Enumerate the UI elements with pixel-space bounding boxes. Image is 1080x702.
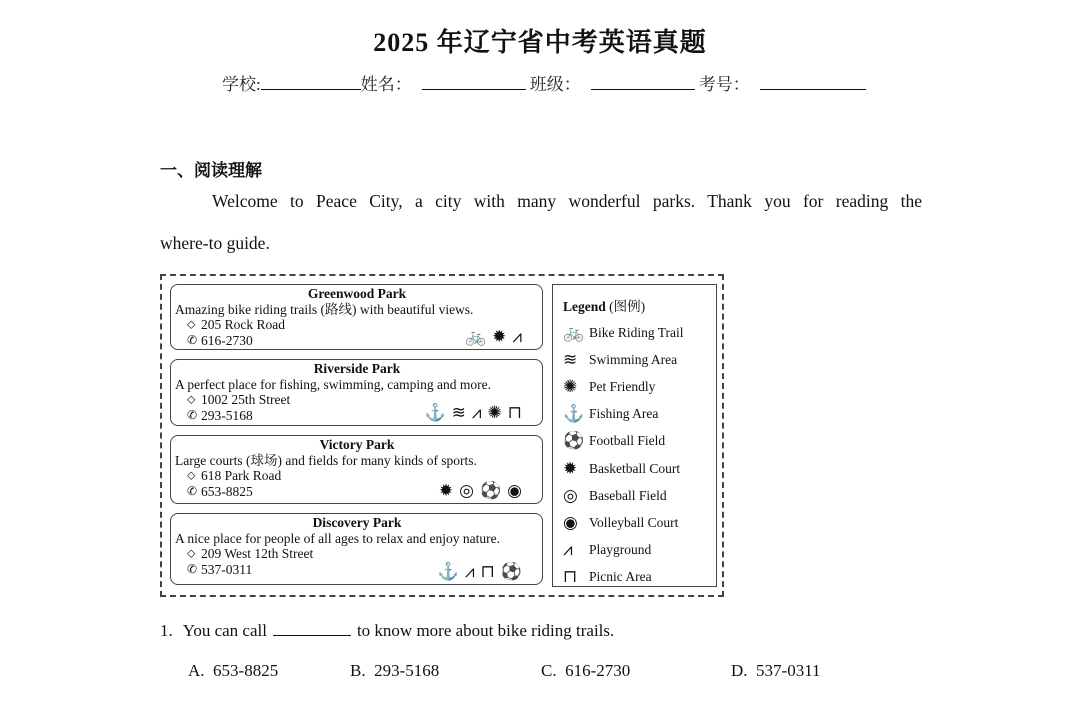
question-text-before: You can call (182, 621, 267, 640)
option-b[interactable]: B. 293-5168 (350, 661, 440, 680)
direction-sign-icon: ⬦ (187, 317, 196, 331)
playground-icon: ⩘ (563, 540, 573, 560)
paw-icon: ✺ (563, 376, 578, 396)
park-facility-icons (424, 404, 522, 422)
bike-icon: 🚲 (464, 327, 487, 346)
fishing-icon: ⚓ (424, 403, 446, 422)
legend-title: Legend (图例) (563, 299, 646, 314)
question-text-after: to know more about bike riding trails. (356, 621, 615, 640)
paw-icon: ✺ (487, 403, 502, 422)
address-text: 205 Rock Road (201, 317, 285, 332)
park-card (170, 435, 543, 504)
legend-label: Fishing Area (589, 406, 659, 422)
option-d[interactable]: D. 537-0311 (731, 661, 821, 680)
answer-blank (273, 620, 351, 636)
direction-sign-icon: ⬦ (187, 468, 196, 482)
legend-item (563, 373, 716, 400)
park-description: A perfect place for fishing, swimming, camping and more. (175, 376, 492, 392)
park-name: Discovery Park (312, 515, 402, 530)
football-icon: ⚽ (500, 562, 522, 581)
basketball-icon: ✹ (492, 327, 507, 346)
park-facility-icons (439, 482, 522, 500)
baseball-icon: ◎ (563, 485, 578, 505)
football-icon: ⚽ (479, 481, 502, 500)
legend-label: Playground (589, 542, 652, 558)
legend-item (563, 564, 716, 591)
option-c[interactable]: C. 616-2730 (541, 661, 631, 680)
fishing-icon: ⚓ (563, 404, 585, 424)
phone-icon: ✆ (187, 332, 198, 347)
legend-label: Football Field (589, 433, 666, 449)
answer-options (188, 661, 821, 681)
address-text: 618 Park Road (201, 468, 282, 483)
park-card (170, 284, 543, 350)
park-description: Amazing bike riding trails (路线) with beautiful views. (175, 301, 474, 317)
legend-item (563, 428, 716, 455)
school-blank (261, 72, 361, 90)
picnic-icon: ⊓ (563, 567, 578, 587)
park-address (175, 546, 539, 562)
legend-label: Baseball Field (589, 487, 667, 503)
question-1 (160, 620, 614, 641)
park-description: A nice place for people of all ages to relax and enjoy nature. (175, 530, 500, 546)
legend-item (563, 401, 716, 428)
park-facility-icons (465, 328, 522, 346)
legend-item (563, 509, 716, 536)
phone-text: 616-2730 (201, 332, 253, 348)
legend-box (552, 284, 717, 587)
legend-label: Basketball Court (589, 460, 681, 476)
park-name: Victory Park (319, 437, 395, 452)
football-icon: ⚽ (563, 431, 585, 451)
legend-item (563, 319, 716, 346)
park-name: Greenwood Park (307, 286, 407, 301)
legend-item (563, 482, 716, 509)
playground-icon: ⩘ (471, 403, 482, 422)
name-blank (422, 72, 526, 90)
basketball-icon: ✹ (563, 458, 578, 478)
playground-icon: ⩘ (512, 327, 522, 346)
class-label: 班级： (529, 75, 581, 94)
phone-text: 293-5168 (201, 407, 253, 423)
volleyball-icon: ◉ (507, 481, 522, 500)
legend-item (563, 455, 716, 482)
playground-icon: ⩘ (464, 562, 475, 581)
section-title: 一、阅读理解 (160, 161, 262, 180)
exam-number-label: 考号： (698, 75, 750, 94)
phone-text: 653-8825 (201, 483, 253, 499)
bike-icon: 🚲 (563, 322, 585, 342)
school-label: 学校: (222, 75, 261, 94)
address-text: 1002 25th Street (201, 392, 291, 407)
legend-label: Pet Friendly (589, 378, 656, 394)
park-guide (160, 274, 724, 597)
phone-icon: ✆ (187, 483, 198, 498)
park-facility-icons (438, 563, 522, 581)
intro-paragraph-line2: where-to guide. (160, 233, 270, 253)
phone-text: 537-0311 (201, 561, 253, 577)
legend-item (563, 346, 716, 373)
address-text: 209 West 12th Street (201, 546, 314, 561)
park-card (170, 359, 543, 426)
picnic-icon: ⊓ (507, 403, 522, 422)
phone-icon: ✆ (187, 407, 198, 422)
park-card (170, 513, 543, 585)
question-number: 1. (160, 621, 173, 640)
option-a[interactable]: A. 653-8825 (188, 661, 279, 680)
basketball-icon: ✹ (438, 481, 454, 500)
class-blank (591, 72, 695, 90)
intro-paragraph-line1: Welcome to Peace City, a city with many wonderful parks. Thank you for reading the (212, 191, 922, 211)
legend-label: Volleyball Court (589, 514, 679, 530)
legend-label: Bike Riding Trail (589, 324, 684, 340)
phone-icon: ✆ (187, 561, 198, 576)
legend-item (563, 537, 716, 564)
swimming-icon: ≋ (563, 349, 578, 369)
park-name: Riverside Park (313, 361, 401, 376)
name-label: 姓名： (360, 75, 412, 94)
picnic-icon: ⊓ (480, 562, 495, 581)
exam-number-blank (760, 72, 866, 90)
volleyball-icon: ◉ (563, 512, 578, 532)
direction-sign-icon: ⬦ (187, 392, 196, 406)
legend-label: Picnic Area (589, 569, 652, 585)
baseball-icon: ◎ (459, 481, 474, 500)
legend-label: Swimming Area (589, 351, 678, 367)
park-description: Large courts (球场) and fields for many kinds of sports. (175, 452, 477, 468)
direction-sign-icon: ⬦ (187, 546, 196, 560)
fishing-icon: ⚓ (437, 562, 459, 581)
student-info-line (222, 70, 866, 95)
document-title: 2025 年辽宁省中考英语真题 (373, 28, 707, 57)
swimming-icon: ≋ (451, 403, 466, 422)
